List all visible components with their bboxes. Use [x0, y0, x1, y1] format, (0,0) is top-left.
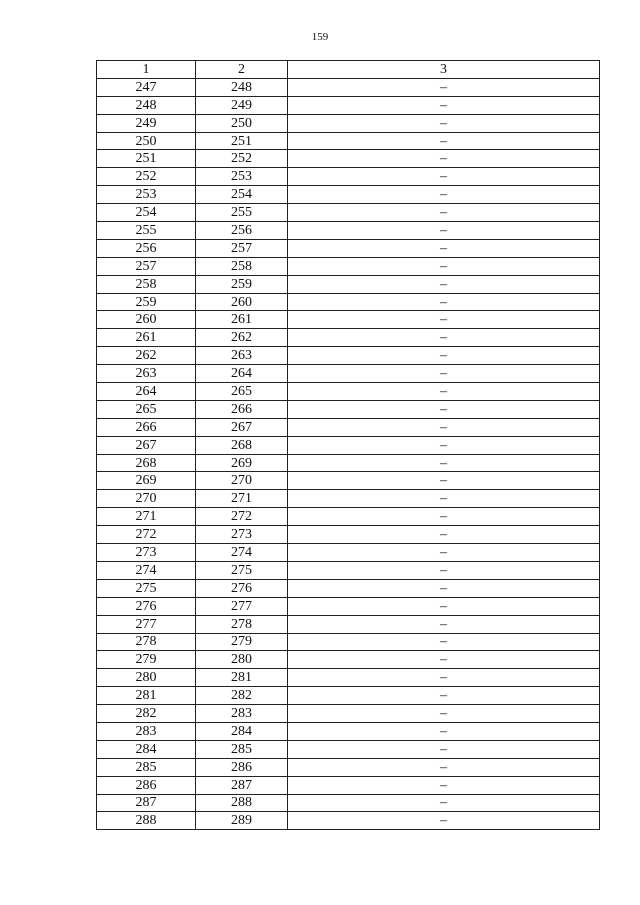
table-cell-col-2: 289 [196, 812, 288, 830]
table-row [97, 257, 600, 275]
table-cell-col-1: 272 [97, 526, 196, 544]
page-number: 159 [311, 31, 329, 43]
table-cell-col-3: – [288, 132, 600, 150]
table-cell-col-1: 277 [97, 615, 196, 633]
table-cell-col-2: 278 [196, 615, 288, 633]
column-header-2: 2 [196, 61, 288, 79]
table-cell-col-2: 253 [196, 168, 288, 186]
table-row [97, 597, 600, 615]
table-cell-col-1: 252 [97, 168, 196, 186]
table-cell-col-2: 267 [196, 418, 288, 436]
table-cell-col-1: 276 [97, 597, 196, 615]
table-row [97, 508, 600, 526]
table-cell-col-3: – [288, 794, 600, 812]
table-cell-col-3: – [288, 687, 600, 705]
table-row [97, 222, 600, 240]
table-row [97, 311, 600, 329]
table-cell-col-1: 278 [97, 633, 196, 651]
table-cell-col-2: 257 [196, 239, 288, 257]
table-row [97, 329, 600, 347]
table-cell-col-3: – [288, 383, 600, 401]
table-cell-col-1: 267 [97, 436, 196, 454]
table-cell-col-3: – [288, 758, 600, 776]
table-cell-col-1: 260 [97, 311, 196, 329]
table-cell-col-1: 268 [97, 454, 196, 472]
table-cell-col-2: 263 [196, 347, 288, 365]
table-cell-col-1: 273 [97, 544, 196, 562]
table-cell-col-1: 279 [97, 651, 196, 669]
table-cell-col-3: – [288, 347, 600, 365]
table-cell-col-3: – [288, 365, 600, 383]
table-cell-col-2: 256 [196, 222, 288, 240]
table-cell-col-3: – [288, 526, 600, 544]
table-cell-col-2: 276 [196, 579, 288, 597]
table-cell-col-1: 261 [97, 329, 196, 347]
table-cell-col-2: 261 [196, 311, 288, 329]
table-row [97, 526, 600, 544]
table-cell-col-2: 271 [196, 490, 288, 508]
table-cell-col-3: – [288, 436, 600, 454]
table-cell-col-3: – [288, 400, 600, 418]
table-cell-col-2: 270 [196, 472, 288, 490]
table-cell-col-3: – [288, 222, 600, 240]
table-cell-col-2: 260 [196, 293, 288, 311]
table-cell-col-2: 285 [196, 740, 288, 758]
table-cell-col-1: 259 [97, 293, 196, 311]
table-row [97, 132, 600, 150]
table-row [97, 293, 600, 311]
table-cell-col-2: 274 [196, 544, 288, 562]
table-cell-col-2: 251 [196, 132, 288, 150]
table-cell-col-2: 254 [196, 186, 288, 204]
table-cell-col-3: – [288, 812, 600, 830]
table-cell-col-2: 286 [196, 758, 288, 776]
table-cell-col-2: 280 [196, 651, 288, 669]
table-cell-col-1: 282 [97, 705, 196, 723]
table-row [97, 544, 600, 562]
table-cell-col-1: 255 [97, 222, 196, 240]
table-row [97, 204, 600, 222]
table-cell-col-3: – [288, 150, 600, 168]
table-cell-col-3: – [288, 651, 600, 669]
table-cell-col-2: 259 [196, 275, 288, 293]
table-cell-col-2: 279 [196, 633, 288, 651]
table-row [97, 776, 600, 794]
table-cell-col-1: 283 [97, 722, 196, 740]
table-cell-col-2: 250 [196, 114, 288, 132]
table-row [97, 96, 600, 114]
table-cell-col-2: 277 [196, 597, 288, 615]
table-cell-col-2: 273 [196, 526, 288, 544]
table-cell-col-3: – [288, 418, 600, 436]
table-cell-col-1: 263 [97, 365, 196, 383]
table-cell-col-3: – [288, 96, 600, 114]
table-cell-col-1: 269 [97, 472, 196, 490]
table-cell-col-2: 287 [196, 776, 288, 794]
table-cell-col-3: – [288, 78, 600, 96]
table-cell-col-2: 281 [196, 669, 288, 687]
table-cell-col-3: – [288, 561, 600, 579]
table-cell-col-2: 258 [196, 257, 288, 275]
table-row [97, 436, 600, 454]
table-row [97, 490, 600, 508]
table-cell-col-3: – [288, 615, 600, 633]
table-cell-col-1: 253 [97, 186, 196, 204]
table-cell-col-3: – [288, 239, 600, 257]
column-header-3: 3 [288, 61, 600, 79]
table-row [97, 186, 600, 204]
table-cell-col-2: 248 [196, 78, 288, 96]
table-row [97, 794, 600, 812]
table-cell-col-2: 265 [196, 383, 288, 401]
table-cell-col-3: – [288, 472, 600, 490]
table-row [97, 615, 600, 633]
table-cell-col-2: 249 [196, 96, 288, 114]
table-cell-col-3: – [288, 597, 600, 615]
table-cell-col-1: 262 [97, 347, 196, 365]
table-cell-col-3: – [288, 186, 600, 204]
table-cell-col-1: 275 [97, 579, 196, 597]
table-cell-col-2: 266 [196, 400, 288, 418]
table-cell-col-2: 252 [196, 150, 288, 168]
table-cell-col-1: 285 [97, 758, 196, 776]
table-row [97, 579, 600, 597]
table-cell-col-2: 272 [196, 508, 288, 526]
table-cell-col-3: – [288, 669, 600, 687]
table-cell-col-2: 269 [196, 454, 288, 472]
table-row [97, 418, 600, 436]
table-row [97, 472, 600, 490]
table-cell-col-1: 274 [97, 561, 196, 579]
table-row [97, 812, 600, 830]
table-cell-col-3: – [288, 633, 600, 651]
data-table [96, 60, 600, 830]
table-cell-col-1: 284 [97, 740, 196, 758]
table-cell-col-3: – [288, 204, 600, 222]
table-cell-col-1: 288 [97, 812, 196, 830]
table-cell-col-3: – [288, 454, 600, 472]
table-cell-col-3: – [288, 490, 600, 508]
table-cell-col-1: 258 [97, 275, 196, 293]
table-row [97, 365, 600, 383]
table-cell-col-1: 287 [97, 794, 196, 812]
table-cell-col-3: – [288, 311, 600, 329]
table-cell-col-3: – [288, 114, 600, 132]
table-cell-col-3: – [288, 705, 600, 723]
table-row [97, 114, 600, 132]
table-cell-col-1: 264 [97, 383, 196, 401]
table-cell-col-3: – [288, 776, 600, 794]
table-cell-col-1: 251 [97, 150, 196, 168]
table-cell-col-1: 270 [97, 490, 196, 508]
table-cell-col-3: – [288, 293, 600, 311]
table-row [97, 740, 600, 758]
table-cell-col-1: 280 [97, 669, 196, 687]
table-cell-col-1: 265 [97, 400, 196, 418]
table-cell-col-1: 281 [97, 687, 196, 705]
table-row [97, 383, 600, 401]
table-cell-col-1: 250 [97, 132, 196, 150]
table-cell-col-1: 256 [97, 239, 196, 257]
table-cell-col-2: 262 [196, 329, 288, 347]
table-cell-col-2: 288 [196, 794, 288, 812]
table-cell-col-3: – [288, 544, 600, 562]
table-row [97, 78, 600, 96]
table-row [97, 400, 600, 418]
table-body [97, 78, 600, 829]
table-cell-col-2: 268 [196, 436, 288, 454]
table-row [97, 651, 600, 669]
table-cell-col-2: 255 [196, 204, 288, 222]
table-cell-col-3: – [288, 275, 600, 293]
column-header-1: 1 [97, 61, 196, 79]
table-cell-col-2: 264 [196, 365, 288, 383]
table-row [97, 239, 600, 257]
table-row [97, 687, 600, 705]
table-row [97, 347, 600, 365]
table-row [97, 758, 600, 776]
table-cell-col-3: – [288, 722, 600, 740]
table-cell-col-3: – [288, 740, 600, 758]
table-cell-col-3: – [288, 168, 600, 186]
table-row [97, 150, 600, 168]
table-cell-col-1: 271 [97, 508, 196, 526]
table-row [97, 275, 600, 293]
table-row [97, 669, 600, 687]
table-row [97, 454, 600, 472]
table-header [97, 61, 600, 79]
table-header-row [97, 61, 600, 79]
table-cell-col-1: 248 [97, 96, 196, 114]
table-cell-col-2: 283 [196, 705, 288, 723]
table-cell-col-2: 284 [196, 722, 288, 740]
table-cell-col-3: – [288, 257, 600, 275]
table-cell-col-2: 282 [196, 687, 288, 705]
table-row [97, 633, 600, 651]
table-cell-col-2: 275 [196, 561, 288, 579]
table-cell-col-1: 286 [97, 776, 196, 794]
table-cell-col-1: 257 [97, 257, 196, 275]
table-row [97, 561, 600, 579]
table-cell-col-3: – [288, 329, 600, 347]
table-row [97, 722, 600, 740]
table-cell-col-1: 266 [97, 418, 196, 436]
table-cell-col-1: 247 [97, 78, 196, 96]
table-cell-col-1: 254 [97, 204, 196, 222]
table-cell-col-3: – [288, 508, 600, 526]
table-cell-col-1: 249 [97, 114, 196, 132]
table-row [97, 168, 600, 186]
table-cell-col-3: – [288, 579, 600, 597]
table-row [97, 705, 600, 723]
